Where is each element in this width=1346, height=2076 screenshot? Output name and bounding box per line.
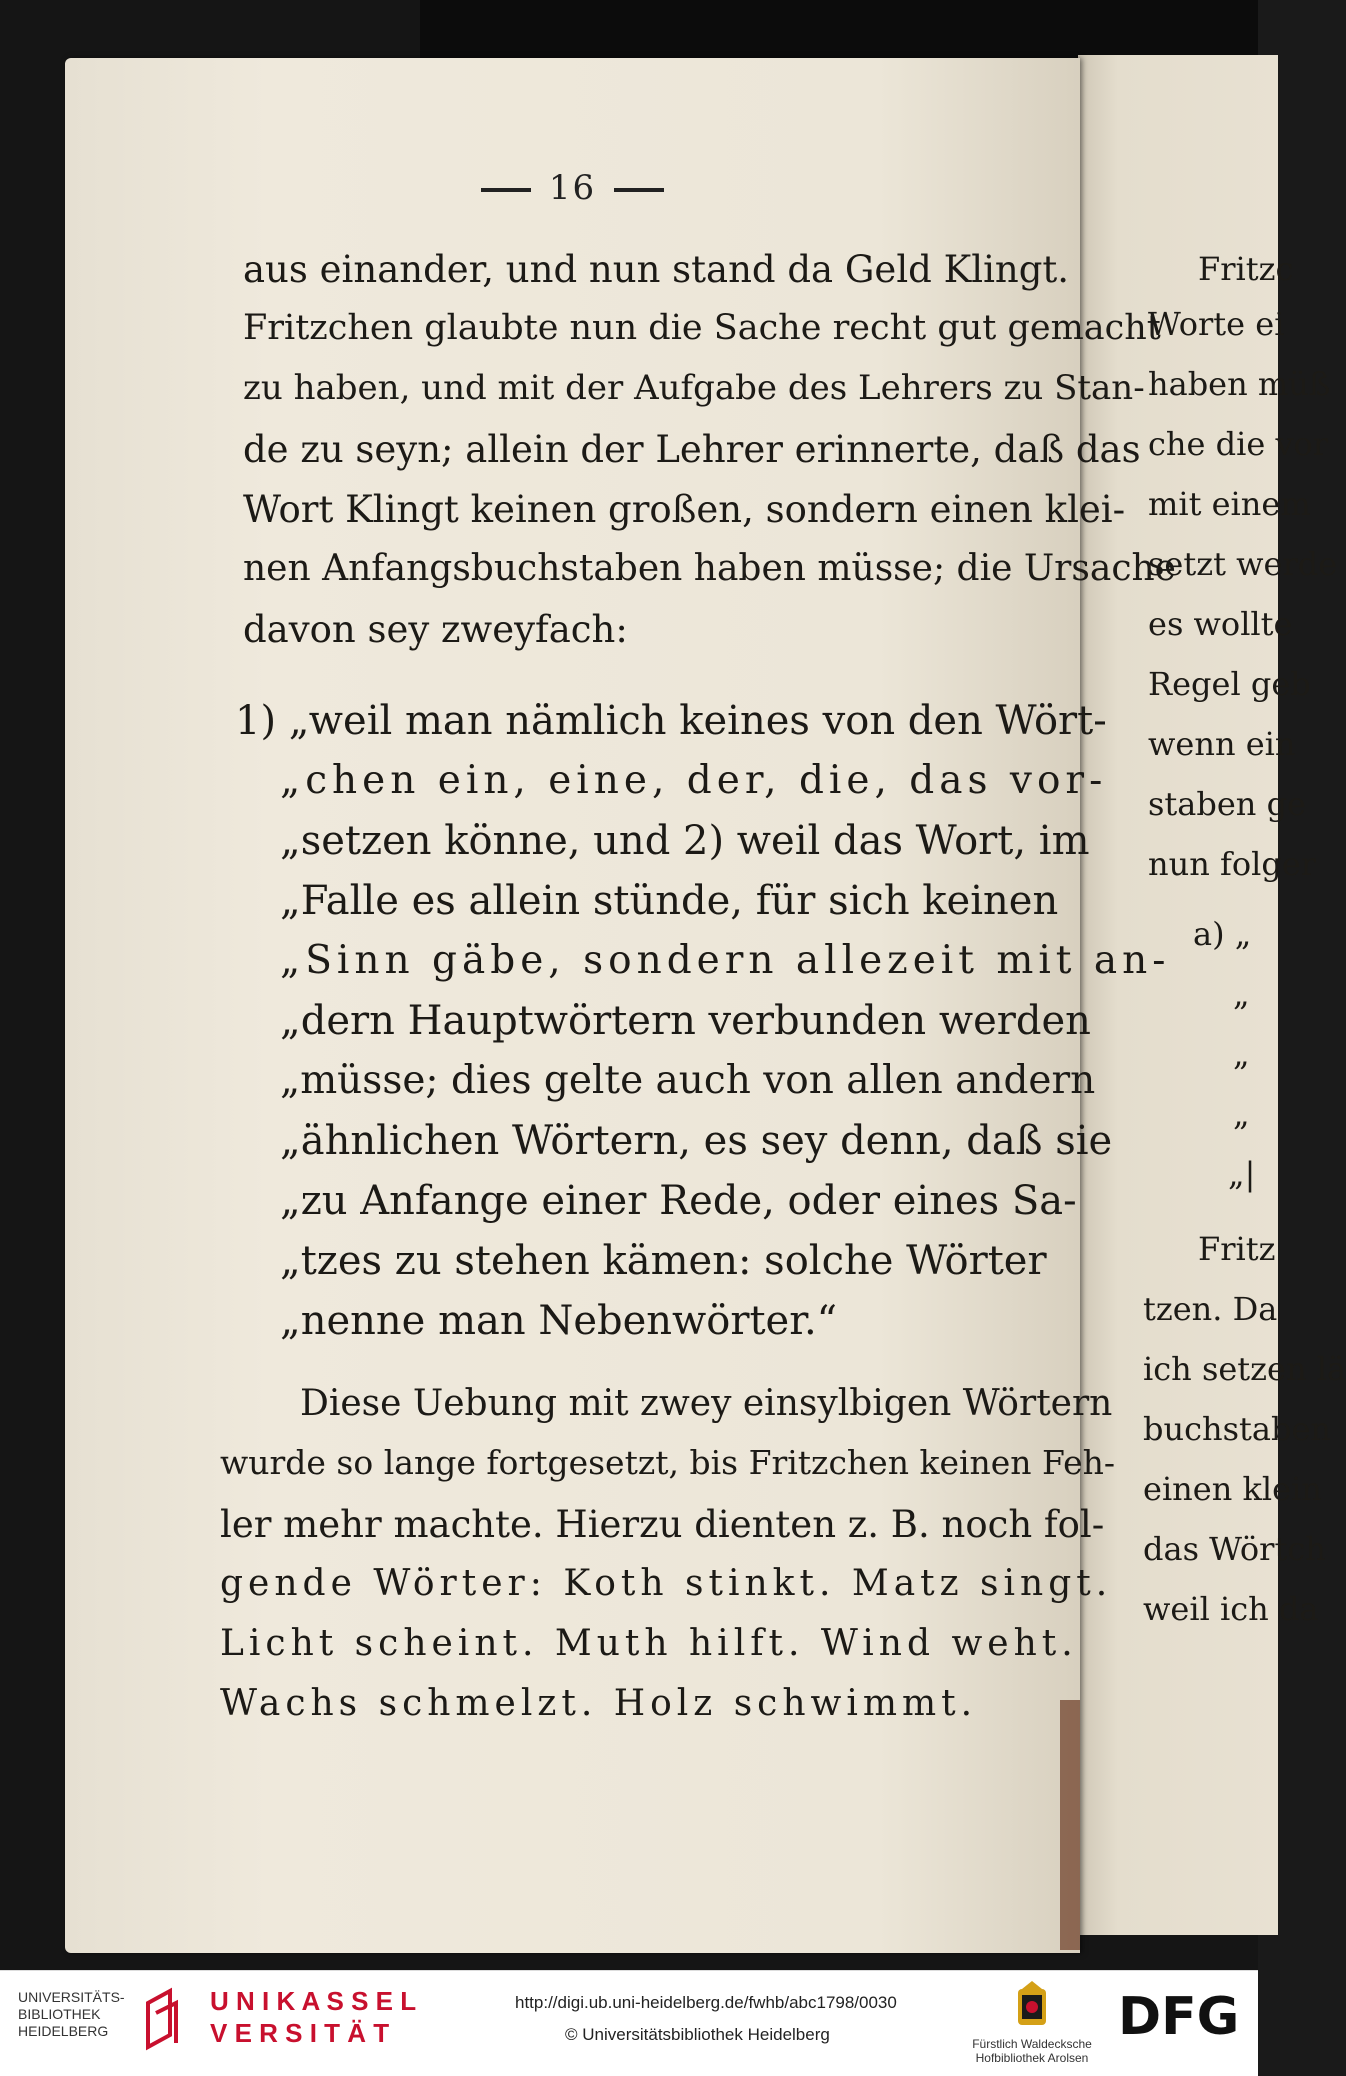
uni-kassel-logo[interactable]: U N I K A S S E L V E R S I T Ä T — [210, 1986, 417, 2048]
text-line: zu haben, und mit der Aufgabe des Lehrers zu Stan- — [243, 368, 1145, 408]
text-line: wurde so lange fortgesetzt, bis Fritzchen keinen Feh- — [220, 1443, 1116, 1482]
facing-line: Fritzc — [1198, 250, 1294, 288]
heidelberg-emblem-icon — [140, 1983, 184, 2053]
footer-bar — [0, 1970, 1258, 2076]
text-line: gende Wörter: Koth stinkt. Matz singt. — [220, 1563, 1113, 1604]
url-link[interactable]: http://digi.ub.uni-heidelberg.de/fwhb/abc1798/0030 — [515, 1993, 897, 2012]
facing-line: haben müß — [1148, 365, 1331, 403]
quote-line: „müsse; dies gelte auch von allen andern — [280, 1058, 1096, 1103]
book-edge — [1060, 1700, 1080, 1950]
facing-line: Regel geb — [1148, 665, 1311, 703]
text-line: Wort Klingt keinen großen, sondern einen klei- — [243, 488, 1126, 531]
facing-line: ich setzen lä — [1143, 1350, 1346, 1388]
facing-line: weil ich da — [1143, 1590, 1319, 1628]
facing-line: wenn ein — [1148, 725, 1296, 763]
text-line: Fritzchen glaubte nun die Sache recht gut gemacht — [243, 308, 1161, 348]
arolsen-coat-of-arms-icon — [1012, 1979, 1052, 2035]
text-line: de zu seyn; allein der Lehrer erinnerte, daß das — [243, 428, 1141, 471]
facing-line: nun folger — [1148, 845, 1317, 883]
header-dash — [481, 188, 531, 192]
page-number: 16 — [548, 168, 597, 208]
quote-line: „chen ein, eine, der, die, das vor- — [280, 758, 1108, 803]
facing-line: a) „ — [1193, 915, 1252, 953]
uni-heidelberg-logo[interactable]: UNIVERSITÄTS- BIBLIOTHEK HEIDELBERG — [18, 1989, 125, 2039]
text-line: nen Anfangsbuchstaben haben müsse; die Ursache — [243, 548, 1176, 589]
facing-line: staben ge — [1148, 785, 1306, 823]
facing-line: che die vor — [1148, 425, 1329, 463]
facing-line: es wollte — [1148, 605, 1293, 643]
dfg-logo[interactable]: DFG — [1118, 1987, 1240, 2047]
quote-line: „Sinn gäbe, sondern allezeit mit an- — [280, 938, 1171, 983]
facing-line: setzt werde — [1148, 545, 1338, 583]
facing-line: mit einem — [1148, 485, 1311, 523]
text-line: aus einander, und nun stand da Geld Klingt. — [243, 248, 1070, 291]
facing-line: Fritz — [1198, 1230, 1276, 1268]
quote-line: „nenne man Nebenwörter.“ — [280, 1298, 838, 1344]
quote-line: „zu Anfange einer Rede, oder eines Sa- — [280, 1178, 1077, 1224]
quote-line: „Falle es allein stünde, für sich keinen — [280, 878, 1059, 924]
copyright-text: © Universitätsbibliothek Heidelberg — [565, 2025, 830, 2044]
page-header — [65, 168, 1080, 208]
text-line: Wachs schmelzt. Holz schwimmt. — [220, 1683, 978, 1724]
facing-line: Worte ei — [1148, 305, 1285, 343]
quote-line: 1) „weil man nämlich keines von den Wört- — [235, 698, 1107, 744]
quote-line: „dern Hauptwörtern verbunden werden — [280, 998, 1091, 1044]
quote-line: „setzen könne, und 2) weil das Wort, im — [280, 818, 1090, 864]
quote-line: „tzes zu stehen kämen: solche Wörter — [280, 1238, 1047, 1284]
facing-line: das Wörtch — [1143, 1530, 1326, 1568]
facing-line: „| — [1228, 1155, 1256, 1193]
facing-line: „ — [1233, 1095, 1250, 1133]
facing-line: „ — [1233, 975, 1250, 1013]
quote-line: „ähnlichen Wörtern, es sey denn, daß sie — [280, 1118, 1113, 1164]
text-line: Diese Uebung mit zwey einsylbigen Wörtern — [300, 1383, 1113, 1424]
facing-line: „ — [1233, 1035, 1250, 1073]
facing-line: buchstaben — [1143, 1410, 1332, 1448]
header-dash — [614, 188, 664, 192]
facing-line: einen klein — [1143, 1470, 1322, 1508]
text-line: ler mehr machte. Hierzu dienten z. B. noch fol- — [220, 1503, 1105, 1546]
facing-line: tzen. Da — [1143, 1290, 1278, 1328]
arolsen-label: Fürstlich Waldecksche Hofbibliothek Arolsen — [972, 2037, 1092, 2065]
text-line: davon sey zweyfach: — [243, 608, 628, 651]
book-page — [65, 58, 1176, 1953]
text-line: Licht scheint. Muth hilft. Wind weht. — [220, 1623, 1078, 1664]
